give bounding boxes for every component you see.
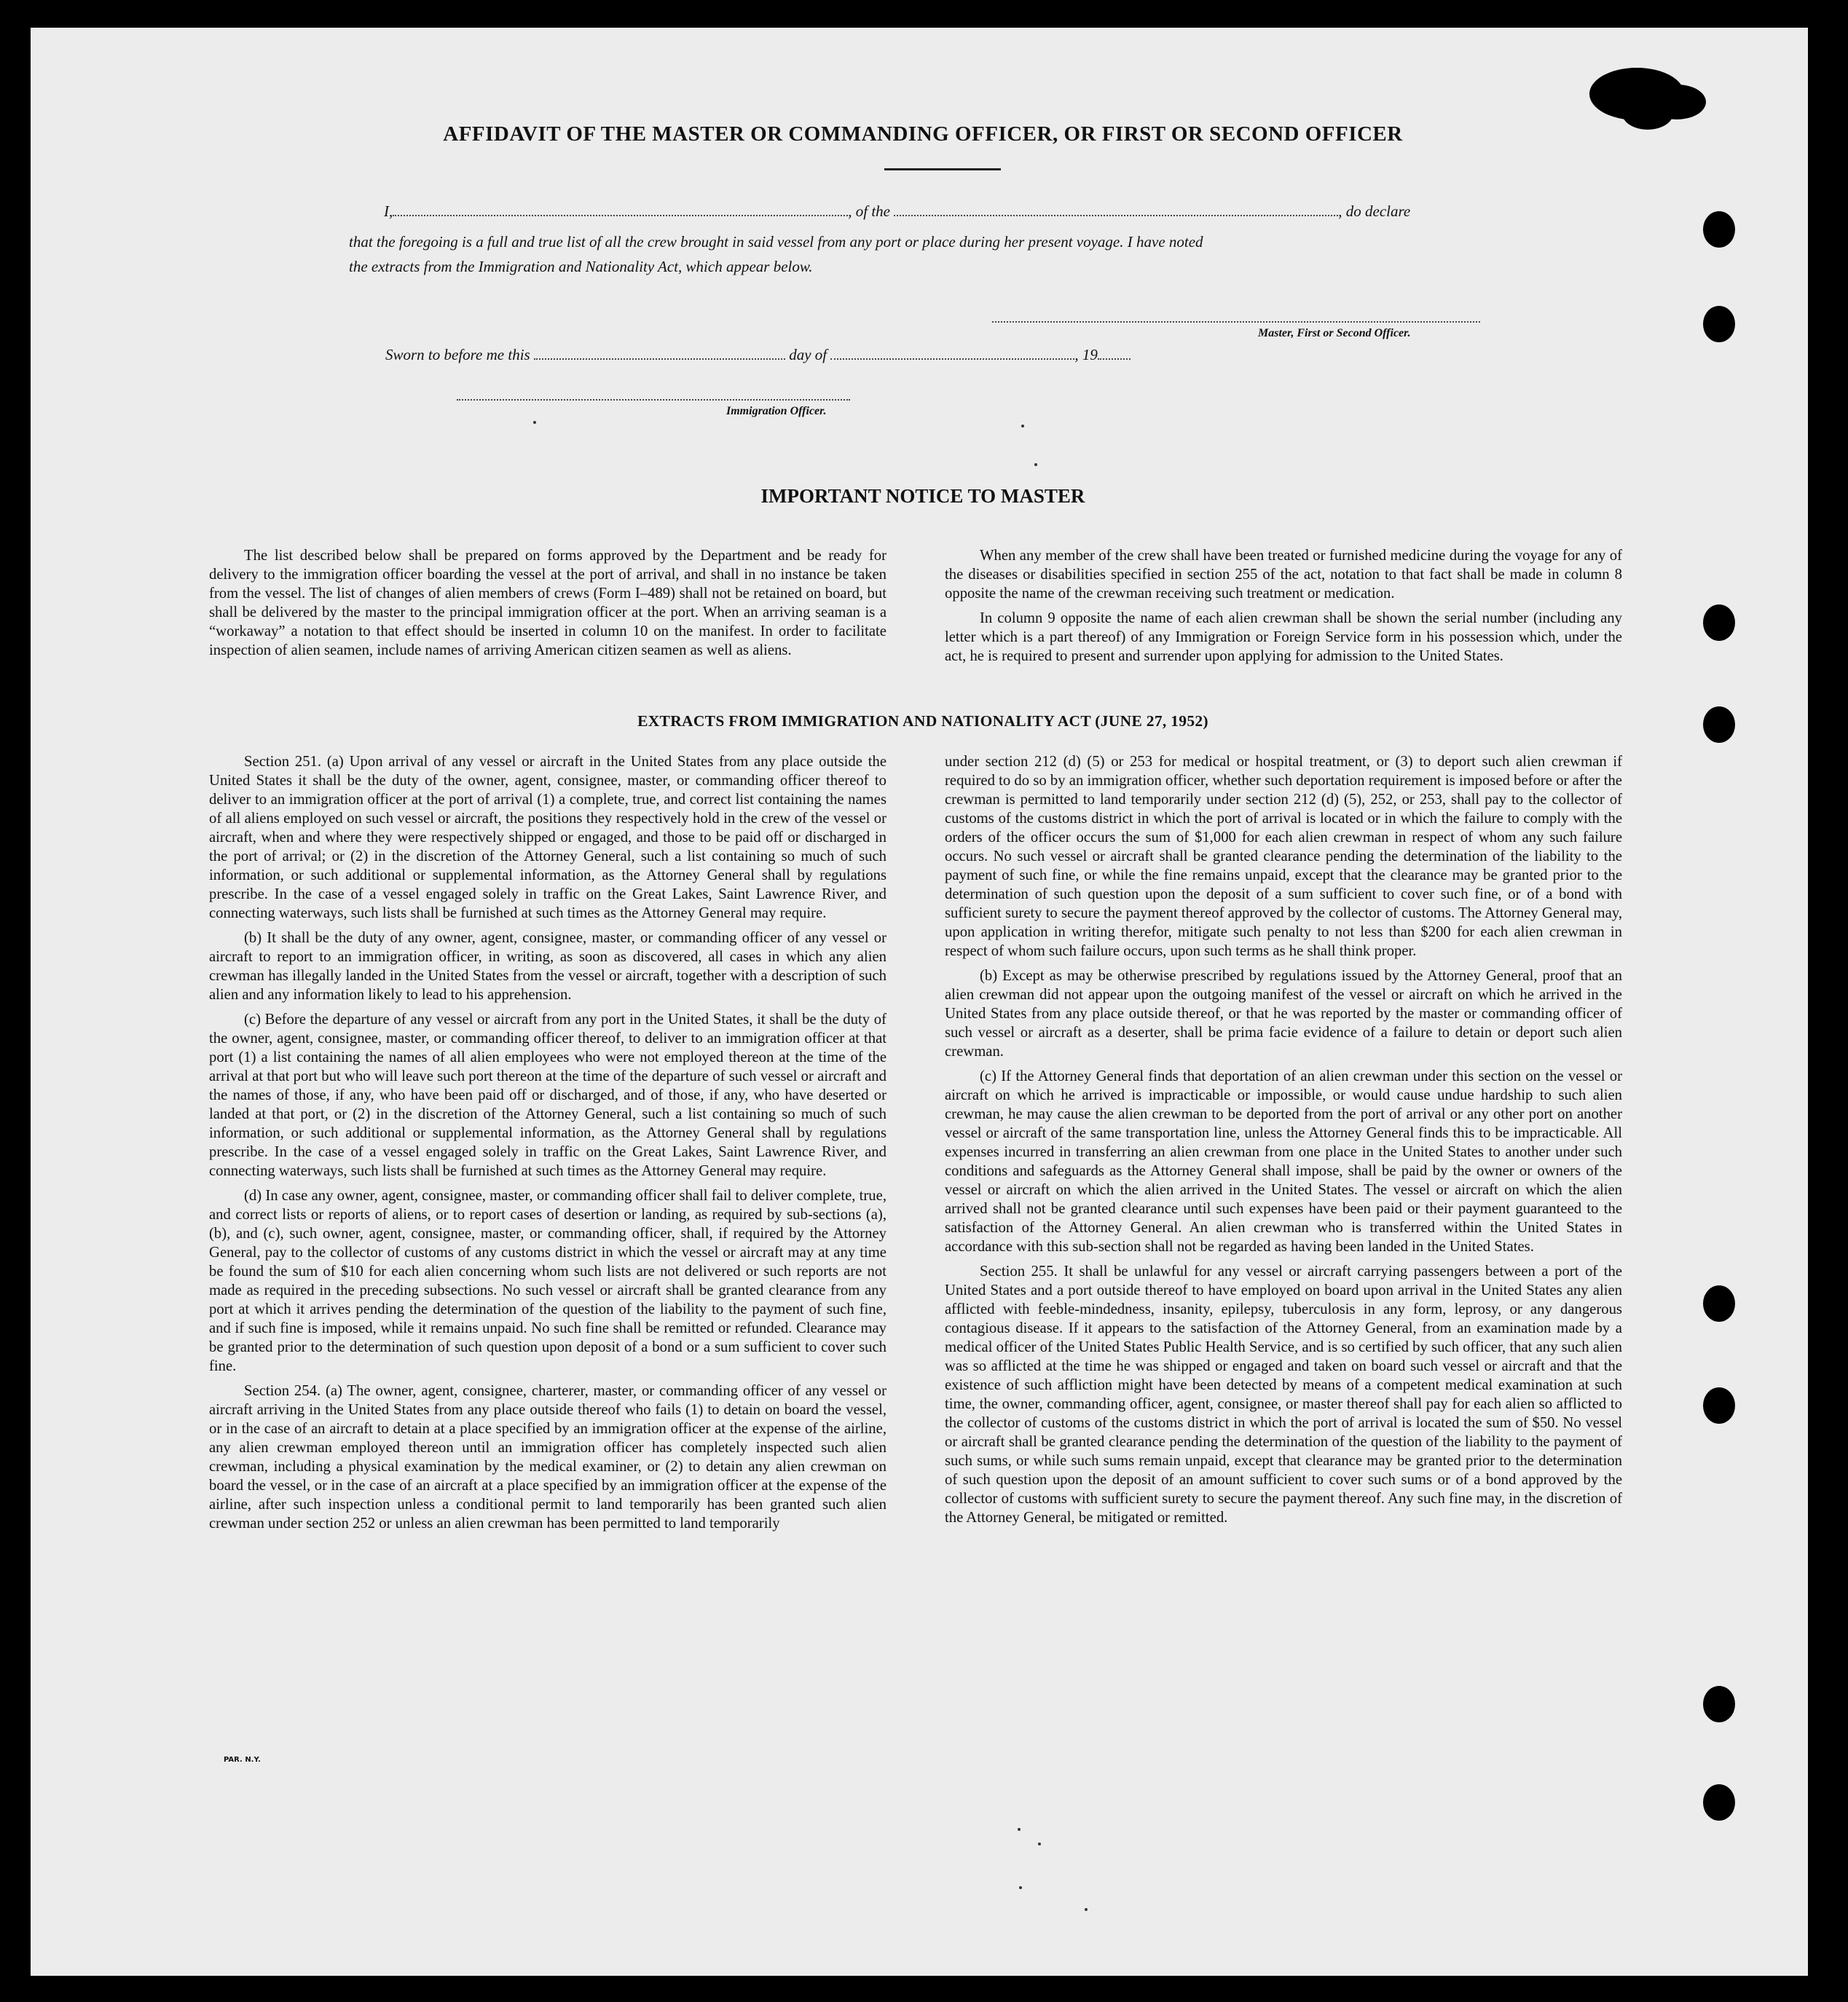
month-blank[interactable]	[830, 348, 1074, 360]
punch-hole	[1703, 1686, 1735, 1722]
declaration-i-label: I,	[384, 202, 393, 220]
extracts-right-column	[945, 752, 1622, 1533]
notice-paragraph: In column 9 opposite the name of each alien crewman shall be shown the serial number (including any letter which is a part thereof) of any Immigration or Foreign Service form in his possession which, under the act, he is required to present and surrender upon applying for admission to the United States.	[945, 610, 1622, 664]
notice-paragraph: The list described below shall be prepared on forms approved by the Department and be ready for delivery to the immigration officer boarding the vessel at the port of arrival, and shall in no instance be taken from the vessel. The list of changes of alien members of crews (Form I–489) shall not be retained on board, but shall be delivered by the master to the principal immigration officer at the port. When an arriving seaman is a “workaway” a notation to that effect should be inserted in column 10 on the manifest. In order to facilitate inspection of alien seamen, include names of arriving American citizen seamen as well as aliens.	[209, 548, 886, 658]
section-251-b: (b) It shall be the duty of any owner, agent, consignee, master, or commanding officer of any vessel or aircraft to report to an immigration officer, in writing, as soon as discovered, all cases in which any alien crewman has illegally landed in the United States from the vessel or aircraft, together with a description of such alien and any information likely to lead to his apprehension.	[209, 930, 886, 1003]
of-the-label: , of the	[848, 202, 890, 220]
printer-mark: PAR. N.Y.	[224, 1756, 261, 1764]
section-254-a: Section 254. (a) The owner, agent, consignee, charterer, master, or commanding officer of any vessel or aircraft arriving in the United States from any place outside thereof who fails (1) to detain on board the vessel, or in the case of an aircraft to detain at a place specified by an immigration officer at the expense of the airline, any alien crewman employed thereon until an immigration officer has completely inspected such alien crewman, including a physical examination by the medical examiner, or (2) to detain any alien crewman on board the vessel, or in the case of an aircraft at a place specified by an immigration officer at the expense of the airline, after such inspection unless a conditional permit to land temporarily has been granted such alien crewman under section 252 or unless an alien crewman has been permitted to land temporarily	[209, 1383, 886, 1532]
sworn-label: Sworn to before me this	[385, 346, 530, 363]
day-of-label: day of	[789, 346, 827, 363]
title-divider	[884, 168, 1001, 170]
vessel-blank[interactable]	[894, 205, 1338, 216]
punch-hole	[1703, 211, 1735, 248]
sworn-line	[385, 346, 1131, 364]
declaration-line-2: that the foregoing is a full and true list of all the crew brought in said vessel from any port or place during her present voyage. I have noted	[349, 233, 1203, 251]
notice-title: IMPORTANT NOTICE TO MASTER	[760, 485, 1085, 507]
punch-hole	[1703, 306, 1735, 342]
notice-left-column	[209, 546, 886, 666]
notice-right-column	[945, 546, 1622, 671]
section-251-c: (c) Before the departure of any vessel or aircraft from any port in the United States, it shall be the duty of the owner, agent, consignee, master, or commanding officer thereof, to deliver to an immigration officer at that port (1) a list containing the names of all alien employees who were not employed thereon at the time of the arrival at that port but who will leave such port thereon at the time of the departure of such vessel or aircraft and the names of those, if any, who have been paid off or discharged, and of those, if any, who have deserted or landed at that port, or (2) in the discretion of the Attorney General, such a list containing so much of such information, or such additional or supplemental information, as the Attorney General shall by regulations prescribe. In the case of a vessel engaged solely in traffic on the Great Lakes, Saint Lawrence River, and connecting waterways, such lists shall be furnished at such times as the Attorney General may require.	[209, 1012, 886, 1179]
punch-hole	[1703, 1784, 1735, 1821]
extracts-title: EXTRACTS FROM IMMIGRATION AND NATIONALITY ACT (JUNE 27, 1952)	[637, 712, 1208, 730]
notice-paragraph: When any member of the crew shall have been treated or furnished medicine during the voyage for any of the diseases or disabilities specified in section 255 of the act, notation to that fact shall be made in column 8 opposite the name of the crewman receiving such treatment or medication.	[945, 548, 1622, 602]
section-254-b: (b) Except as may be otherwise prescribed by regulations issued by the Attorney General, proof that an alien crewman did not appear upon the outgoing manifest of the vessel or aircraft on which he arrived in the United States from any place outside thereof, or that he was reported by the master or commanding officer of such vessel or aircraft as a deserter, shall be prima facie evidence of a failure to detain or deport such alien crewman.	[945, 968, 1622, 1060]
master-signature-line[interactable]	[992, 321, 1480, 323]
punch-hole	[1703, 1285, 1735, 1322]
section-251-a: Section 251. (a) Upon arrival of any vessel or aircraft in the United States from any place outside the United States it shall be the duty of the owner, agent, consignee, master, or commanding officer thereof to deliver to an immigration officer at the port of arrival (1) a complete, true, and correct list containing the names of all aliens employed on such vessel or aircraft, the positions they respectively hold in the crew of the vessel or aircraft, when and where they were respectively shipped or engaged, and those to be paid off or discharged in the port of arrival; or (2) in the discretion of the Attorney General, such a list containing so much of such information, or such additional or supplemental information, as the Attorney General shall by regulations prescribe. In the case of a vessel engaged solely in traffic on the Great Lakes, Saint Lawrence River, and connecting waterways, such lists shall be furnished at such times as the Attorney General may require.	[209, 754, 886, 921]
extracts-left-column	[209, 752, 886, 1539]
declaration-line-3: the extracts from the Immigration and Nationality Act, which appear below.	[349, 258, 813, 275]
section-255: Section 255. It shall be unlawful for any vessel or aircraft carrying passengers between a port of the United States and a port outside thereof to have employed on board upon arrival in the United States any alien afflicted with feeble-mindedness, insanity, epilepsy, tuberculosis in any form, leprosy, or any dangerous contagious disease. If it appears to the satisfaction of the Attorney General, from an examination made by a medical officer of the United States Public Health Service, and is so certified by such officer, that any such alien was so afflicted at the time he was shipped or engaged and taken on board such vessel or aircraft and that the existence of such affliction might have been detected by means of a competent medical examination at such time, the owner, commanding officer, agent, consignee, or master thereof shall pay for each alien so afflicted to the collector of customs of the customs district in which the port of arrival is located the sum of $50. No vessel or aircraft shall be granted clearance pending the determination of the question of the liability to the payment of such sums, or while such sums remain unpaid, except that clearance may be granted prior to the determination of such question upon the deposit of an amount sufficient to cover such sums or of a bond approved by the collector of customs with sufficient surety to secure the payment thereof. Any such fine may, in the discretion of the Attorney General, be mitigated or remitted.	[945, 1264, 1622, 1526]
declaration-line-1	[384, 202, 1410, 221]
officer-signature-caption: Immigration Officer.	[726, 405, 827, 417]
year-prefix: , 19	[1074, 346, 1098, 363]
affidavit-title: AFFIDAVIT OF THE MASTER OR COMMANDING OFFICER, OR FIRST OR SECOND OFFICER	[443, 122, 1403, 146]
officer-signature-line[interactable]	[457, 399, 850, 401]
punch-hole	[1703, 1387, 1735, 1424]
do-declare-label: , do declare	[1338, 202, 1411, 220]
section-254-c: (c) If the Attorney General finds that deportation of an alien crewman under this section on the vessel or aircraft on which he arrived is impracticable or impossible, or would cause undue hardship to such alien crewman, he may cause the alien crewman to be deported from the port of arrival or any other port on another vessel or aircraft of the same transportation line, unless the Attorney General finds this to be impracticable. All expenses incurred in transferring an alien crewman from one place in the United States to another under such conditions and safeguards as the Attorney General shall impose, shall be paid by the owner or owners of the vessel or aircraft on which the alien arrived in the United States. The vessel or aircraft on which the alien arrived shall not be granted clearance until such expenses have been paid or their payment guaranteed to the satisfaction of the Attorney General. An alien crewman who is transferred within the United States in accordance with this sub-section shall not be regarded as having been landed in the United States.	[945, 1068, 1622, 1255]
punch-hole	[1703, 604, 1735, 641]
section-254-a-cont: under section 212 (d) (5) or 253 for medical or hospital treatment, or (3) to deport such alien crewman if required to do so by an immigration officer, whether such deportation requirement is imposed before or after the crewman is permitted to land temporarily under section 212 (d) (5), 252, or 253, shall pay to the collector of customs of the customs district in which the port of arrival is located or in which the failure to comply with the orders of the officer occurs the sum of $1,000 for each alien crewman in respect of whom any such failure occurs. No such vessel or aircraft shall be granted clearance pending the determination of the liability to the payment of such fine, or while the fine remains unpaid, except that the clearance may be granted prior to the determination of such question upon the deposit of a sum sufficient to cover such fine, or of a bond with sufficient surety to secure the payment thereof approved by the collector of customs. The Attorney General may, upon application in writing therefor, mitigate such penalty to not less than $200 for each alien crewman in respect of whom such failure occurs, upon such terms as he shall think proper.	[945, 754, 1622, 959]
day-blank[interactable]	[534, 348, 785, 360]
master-signature-caption: Master, First or Second Officer.	[1258, 327, 1411, 339]
section-251-d: (d) In case any owner, agent, consignee, master, or commanding officer shall fail to deliver complete, true, and correct lists or reports of aliens, or to report cases of desertion or landing, as required by sub-sections (a), (b), and (c), such owner, agent, consignee, master, or commanding officer, shall, if required by the Attorney General, pay to the collector of customs of any customs district in which the vessel or aircraft may at any time be found the sum of $10 for each alien concerning whom such lists are not delivered or such reports are not made as required in the preceding subsections. No such vessel or aircraft shall be granted clearance from any port at which it arrives pending the determination of the question of the liability to the payment of such fine, and if such fine is imposed, while it remains unpaid. No such fine shall be remitted or refunded. Clearance may be granted prior to the determination of such question upon deposit of a bond or a sum sufficient to cover such fine.	[209, 1188, 886, 1374]
document-page	[31, 28, 1808, 1976]
name-blank[interactable]	[393, 205, 848, 216]
year-blank[interactable]	[1098, 348, 1131, 360]
